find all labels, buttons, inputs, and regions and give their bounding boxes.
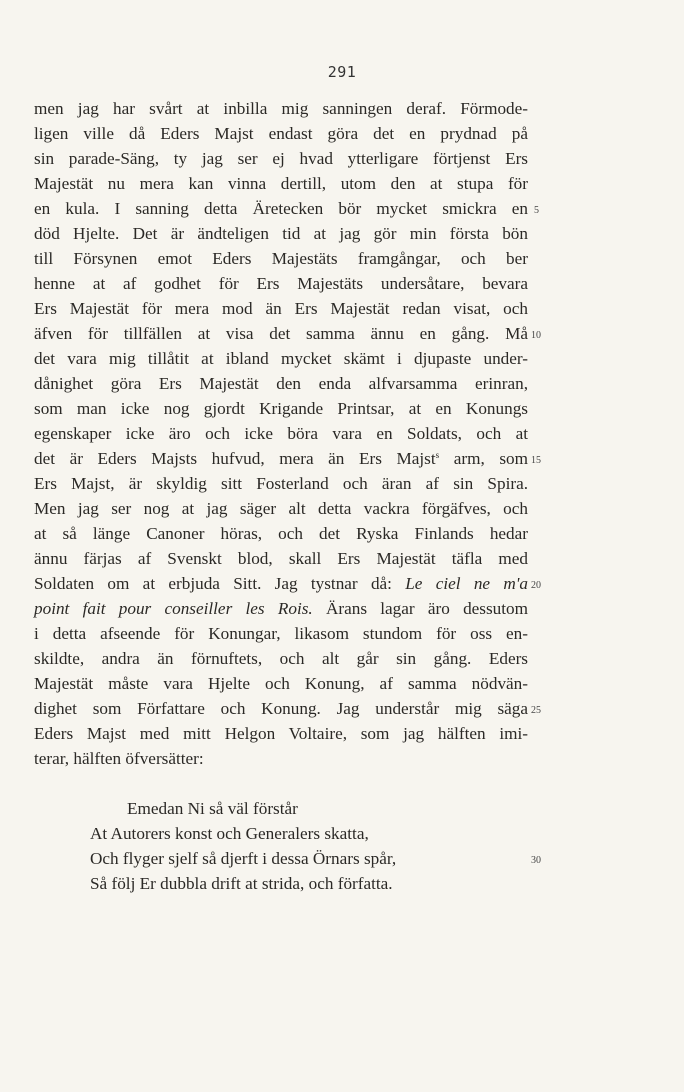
text-line: det vara mig tillåtit at ibland mycket skämt i djupaste under- [34,349,528,368]
page-number: 291 [327,63,357,81]
text-line: Ers Majst, är skyldig sitt Fosterland och äran af sin Spira. [34,474,528,493]
line-text: Soldaten om at erbjuda Sitt. Jag tystnar då: [34,574,392,593]
line-text: Ärans lagar äro dessutom [325,599,528,618]
line-text: det är Eders Majsts hufvud, mera än Ers Majst [34,449,436,468]
line-number: 15 [531,455,541,466]
text-line: terar, hälften öfversätter: [34,749,204,768]
verse-line: Emedan Ni så väl förstår [127,799,298,818]
text-line: dånighet göra Ers Majestät den enda alfvarsamma erinran, [34,374,528,393]
text-line: Majestät nu mera kan vinna dertill, utom den at stupa för [34,174,528,193]
italic-quote: point fait pour conseiller les Rois. [34,599,313,618]
text-line: Eders Majst med mitt Helgon Voltaire, som jag hälften imi- [34,724,528,743]
text-line: sin parade-Säng, ty jag ser ej hvad ytterligare förtjenst Ers [34,149,528,168]
text-line [34,574,528,594]
line-number: 25 [531,705,541,716]
text-line: at så länge Canoner höras, och det Ryska Finlands hedar [34,524,528,543]
text-line: äfven för tillfällen at visa det samma ännu en gång. Må [34,324,528,343]
text-line: till Försynen emot Eders Majestäts framgångar, och ber [34,249,528,268]
text-line [34,599,528,619]
line-number: 20 [531,580,541,591]
superscript: s [435,450,440,460]
text-line: ännu färjas af Svenskt blod, skall Ers Majestät täfla med [34,549,528,568]
text-line: Men jag ser nog at jag säger alt detta vackra förgäfves, och [34,499,528,518]
text-line: Majestät måste vara Hjelte och Konung, af samma nödvän- [34,674,528,693]
line-number: 10 [531,330,541,341]
text-line: ligen ville då Eders Majst endast göra det en prydnad på [34,124,528,143]
line-text-tail: arm, som [453,449,529,468]
verse-line: At Autorers konst och Generalers skatta, [90,824,369,843]
text-line: som man icke nog gjordt Krigande Printsar, at en Konungs [34,399,528,418]
line-number: 30 [531,855,541,866]
text-line: men jag har svårt at inbilla mig sanningen deraf. Förmode- [34,99,528,118]
verse-line: Så följ Er dubbla drift at strida, och författa. [90,874,393,893]
text-line [34,449,528,469]
text-line: en kula. I sanning detta Äretecken bör mycket smickra en [34,199,528,218]
text-line: henne at af godhet för Ers Majestäts undersåtare, bevara [34,274,528,293]
text-line: dighet som Författare och Konung. Jag understår mig säga [34,699,528,718]
text-line: egenskaper icke äro och icke böra vara en Soldats, och at [34,424,528,443]
text-line: Ers Majestät för mera mod än Ers Majestät redan visat, och [34,299,528,318]
line-number: 5 [534,205,539,216]
text-line: död Hjelte. Det är ändteligen tid at jag gör min första bön [34,224,528,243]
text-line: i detta afseende för Konungar, likasom stundom för oss en- [34,624,528,643]
text-line: skildte, andra än förnuftets, och alt går sin gång. Eders [34,649,528,668]
italic-quote: Le ciel ne m'a [405,574,529,593]
verse-line: Och flyger sjelf så djerft i dessa Örnars spår, [90,849,397,868]
